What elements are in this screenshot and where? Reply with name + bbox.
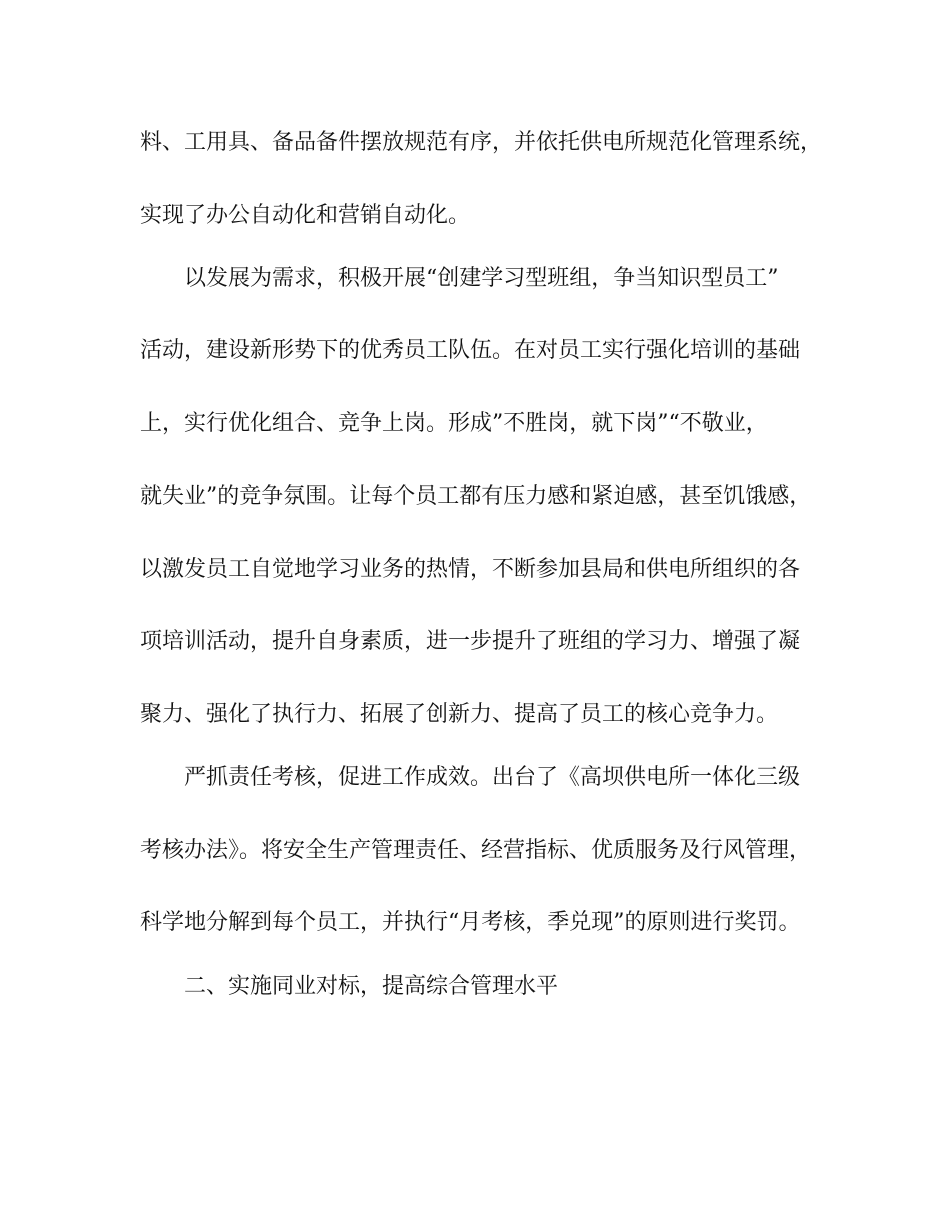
section-heading: 二、实施同业对标，提高综合管理水平 [184, 974, 559, 999]
paragraph-line: 项培训活动，提升自身素质，进一步提升了班组的学习力、增强了凝 [140, 629, 801, 654]
paragraph-line: 聚力、强化了执行力、拓展了创新力、提高了员工的核心竞争力。 [140, 702, 779, 727]
paragraph-line: 以激发员工自觉地学习业务的热情，不断参加县局和供电所组织的各 [140, 557, 801, 582]
paragraph-line: 实现了办公自动化和营销自动化。 [140, 203, 471, 228]
paragraph-line: 考核办法》。将安全生产管理责任、经营指标、优质服务及行风管理， [140, 838, 812, 863]
paragraph-line: 就失业”的竞争氛围。让每个员工都有压力感和紧迫感，甚至饥饿感， [140, 484, 812, 509]
paragraph-line: 料、工用具、备品备件摆放规范有序，并依托供电所规范化管理系统， [140, 130, 823, 155]
paragraph-line: 上，实行优化组合、竞争上岗。形成”不胜岗，就下岗”“不敬业， [140, 411, 768, 436]
paragraph-line: 活动，建设新形势下的优秀员工队伍。在对员工实行强化培训的基础 [140, 338, 801, 363]
paragraph-line: 严抓责任考核，促进工作成效。出台了《高坝供电所一体化三级 [184, 765, 801, 790]
paragraph-line: 以发展为需求，积极开展“创建学习型班组，争当知识型员工” [184, 266, 779, 291]
paragraph-line: 科学地分解到每个员工，并执行“月考核，季兑现”的原则进行奖罚。 [140, 910, 801, 935]
